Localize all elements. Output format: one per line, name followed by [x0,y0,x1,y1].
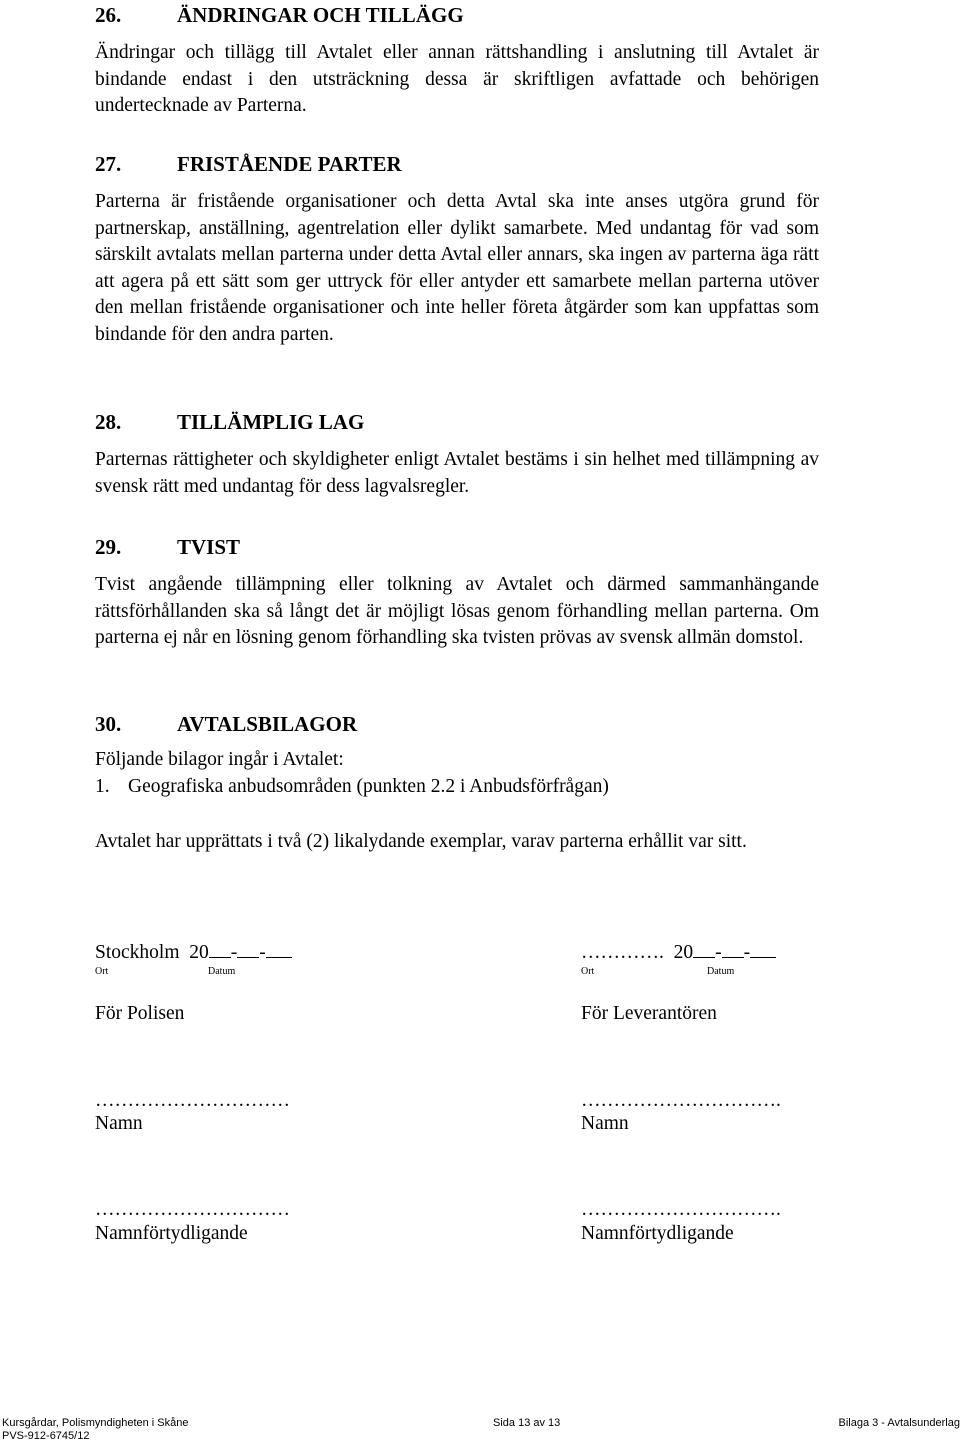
section-paragraph: Ändringar och tillägg till Avtalet eller annan rättshandling i anslutning till Avtalet är bindande endast i den utsträckning dessa är skriftligen avfattade och behörigen undertecknade av Parterna. [95,42,819,116]
attachments-intro: Följande bilagor ingår i Avtalet: [95,749,344,770]
section-28 [95,409,819,500]
section-29 [95,534,819,652]
left-place-date [95,939,292,966]
section-heading [95,2,819,28]
left-name-dots: ………………………… [95,1090,290,1111]
left-clarification-label: Namnförtydligande [95,1223,248,1244]
right-place: …………. [581,942,664,963]
section-number: 27. [95,152,122,176]
right-date-prefix: 20 [673,942,694,963]
right-name-label: Namn [581,1113,629,1134]
right-clarification-label: Namnförtydligande [581,1223,734,1244]
section-paragraph: Parternas rättigheter och skyldigheter enligt Avtalet bestäms i sin helhet med tillämpning av svensk rätt med undantag för dess lagvalsregler. [95,449,819,497]
section-heading [95,151,819,177]
attachment-item [95,774,819,801]
right-clarification-dots: …………………………. [581,1199,781,1220]
section-26 [95,2,819,120]
closing-statement: Avtalet har upprättats i två (2) likalydande exemplar, varav parterna erhållit var sitt. [95,831,747,852]
left-date-dash-1: - [230,942,238,963]
right-date-blank-day [750,939,776,958]
section-title: TILLÄMPLIG LAG [177,410,365,434]
footer-right: Bilaga 3 - Avtalsunderlag [838,1417,960,1429]
section-heading [95,534,819,560]
attachment-number: 1. [95,775,110,797]
right-date-blank-year [693,939,715,958]
left-date-dash-2: - [259,942,266,963]
right-place-label: Ort [581,966,595,977]
section-title: TVIST [177,535,241,559]
section-title: FRISTÅENDE PARTER [177,152,402,176]
right-date-blank-month [722,939,744,958]
left-date-blank-day [266,939,292,958]
closing-block [95,829,819,856]
right-name-dots: …………………………. [581,1090,781,1111]
footer-page-number: Sida 13 av 13 [493,1417,561,1429]
right-date-dash-2: - [743,942,751,963]
section-title: ÄNDRINGAR OCH TILLÄGG [177,3,464,27]
attachment-text: Geografiska anbudsområden (punkten 2.2 i Anbudsförfrågan) [128,775,609,797]
left-clarification-dots: ………………………… [95,1199,290,1220]
section-30 [95,711,819,800]
section-heading [95,711,819,737]
left-date-blank-month [237,939,259,958]
left-place: Stockholm [95,942,180,963]
section-number: 30. [95,712,122,736]
right-date-dash-1: - [715,942,722,963]
left-date-prefix: 20 [189,942,209,963]
section-number: 28. [95,410,122,434]
left-name-label: Namn [95,1113,143,1134]
section-heading [95,409,819,435]
footer-left-line1: Kursgårdar, Polismyndigheten i Skåne [2,1417,189,1429]
section-number: 29. [95,535,122,559]
section-title: AVTALSBILAGOR [177,712,358,736]
right-place-date [581,939,776,966]
section-number: 26. [95,3,122,27]
right-party: För Leverantören [581,1003,717,1024]
left-date-blank-year [209,939,231,958]
section-paragraph: Tvist angående tillämpning eller tolkning av Avtalet och därmed sammanhängande rättsförhållanden ska så långt det är möjligt lösas genom förhandling mellan parterna. Om parterna ej når en lösning genom förhandling ska tvisten prövas av svensk allmän domstol. [95,574,819,648]
section-paragraph: Parterna är fristående organisationer och detta Avtal ska inte anses utgöra grund för partnerskap, anställning, agentrelation eller dylikt samarbete. Med undantag för vad som särskilt avtalats mellan parterna under detta Avtal eller annars, ska ingen av parterna äga rätt att agera på ett sätt som ger uttryck för eller antyder ett samarbete mellan parterna utöver den mellan fristående organisationer och inte heller företa åtgärder som kan uppfattas som bindande för den andra parten. [95,191,819,345]
section-27 [95,151,819,348]
footer-left-line2: PVS-912-6745/12 [2,1430,90,1442]
left-place-label: Ort [95,966,109,977]
right-date-label: Datum [707,966,735,977]
left-party: För Polisen [95,1003,185,1024]
left-date-label: Datum [208,966,236,977]
